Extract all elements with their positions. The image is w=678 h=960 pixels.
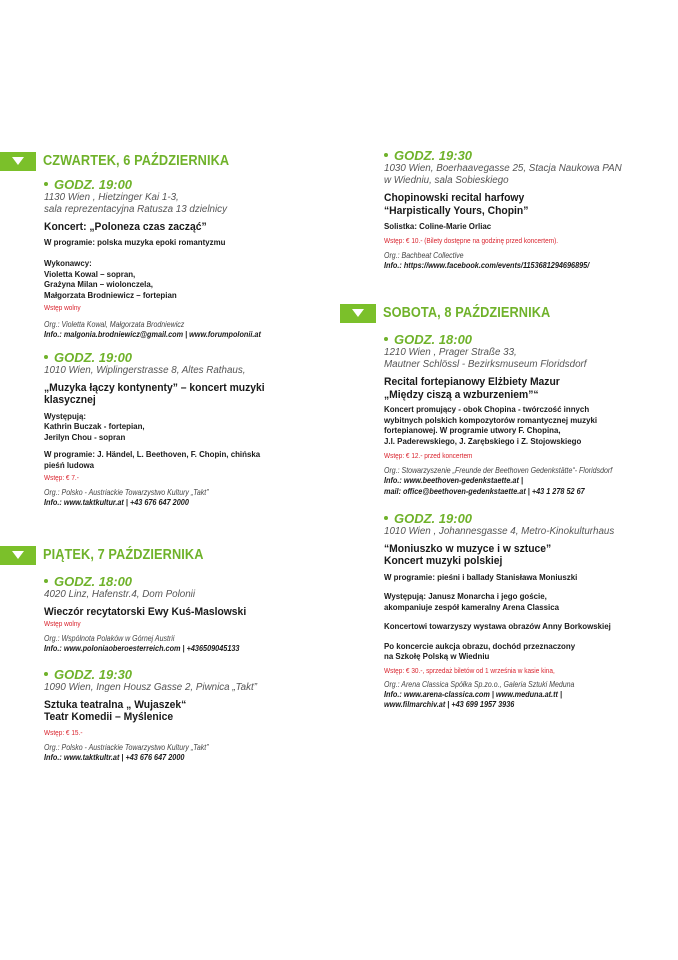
event-info[interactable]: Info.: www.arena-classica.com | www.meduna.at.tt | (384, 689, 563, 699)
event-time: GODZ. 18:00 (384, 333, 678, 347)
event-organizer: Org.: Wspólnota Polaków w Górnej Austrii (44, 634, 175, 643)
bullet-icon (44, 672, 48, 676)
day-header-saturday (340, 303, 573, 323)
bullet-icon (44, 579, 48, 583)
event-auction: Po koncercie aukcja obrazu, dochód przeznaczony (384, 640, 576, 651)
event-title: klasycznej (44, 394, 96, 406)
event-auction: na Szkołę Polską w Wiedniu (384, 651, 490, 661)
event-info[interactable]: Info.: www.poloniaoberoesterreich.com | +436509045133 (44, 644, 240, 653)
bullet-icon (384, 153, 388, 157)
event-info[interactable]: Info.: www.taktkultur.at | +43 676 647 2000 (44, 498, 189, 507)
event-location: 1030 Wien, Boerhaavegasse 25, Stacja Naukowa PAN (384, 163, 622, 174)
performers-label: Występują: (44, 410, 87, 421)
event-title: Wieczór recytatorski Ewy Kuś-Maslowski (44, 605, 247, 618)
event-description: wybitnych polskich kompozytorów romantycznej muzyki (384, 414, 598, 425)
performer: Violetta Kowal – sopran, (44, 268, 136, 279)
event-organizer: Org.: Polsko - Austriackie Towarzystwo Kultury „Takt” (44, 742, 209, 752)
event-poloneza (44, 178, 334, 341)
event-price: Wstęp: € 15.- (44, 727, 83, 737)
day-title: PIĄTEK, 7 PAŹDZIERNIKA (43, 547, 204, 563)
performer: Kathrin Buczak - fortepian, (44, 421, 145, 431)
event-program: W programie: pieśni i ballady Stanisława Moniuszki (384, 571, 578, 582)
day-header-thursday (0, 151, 255, 171)
event-info[interactable]: Info.: www.beethoven-gedenkstaette.at | (384, 476, 523, 485)
triangle-marker-icon (0, 152, 36, 171)
event-price: Wstęp wolny (44, 303, 81, 312)
event-program: W programie: J. Händel, L. Beethoven, F. Chopin, chińska (44, 449, 261, 459)
event-harp-recital (384, 149, 678, 271)
event-piano-recital (384, 333, 678, 497)
performer: Jerilyn Chou - sopran (44, 431, 126, 442)
triangle-marker-icon (340, 304, 376, 323)
day-title: SOBOTA, 8 PAŹDZIERNIKA (383, 305, 551, 321)
event-price: Wstęp: € 30.-, sprzedaż biletów od 1 września w kasie kina, (384, 665, 555, 675)
performer: Małgorzata Brodniewicz – fortepian (44, 289, 177, 300)
event-price: Wstęp: € 12.- przed koncertem (384, 451, 473, 460)
performer: Grażyna Milan – wiolonczela, (44, 279, 153, 289)
event-description: J.I. Paderewskiego, J. Zarębskiego i Z. Stojowskiego (384, 435, 582, 446)
day-title: CZWARTEK, 6 PAŹDZIERNIKA (43, 153, 230, 169)
event-location: w Wiedniu, sala Sobieskiego (384, 174, 509, 186)
event-title: Recital fortepianowy Elżbiety Mazur (384, 376, 560, 388)
event-price: Wstęp: € 10.- (Bilety dostępne na godzinę przed koncertem). (384, 235, 559, 245)
event-moniuszko (384, 512, 678, 711)
event-time: GODZ. 19:00 (44, 351, 334, 365)
event-time: GODZ. 18:00 (44, 575, 334, 589)
event-title: Chopinowski recital harfowy (384, 192, 525, 204)
event-description: Koncert promujący - obok Chopina - twórczość innych (384, 404, 590, 414)
event-title: Teatr Komedii – Myślenice (44, 711, 174, 723)
event-info[interactable]: mail: office@beethoven-gedenkstaette.at | +43 1 278 52 67 (384, 486, 585, 496)
event-location: 1090 Wien, Ingen Housz Gasse 2, Piwnica „Takt” (44, 682, 258, 693)
event-time: GODZ. 19:00 (384, 512, 678, 526)
event-title: “Moniuszko w muzyce i w sztuce” (384, 542, 552, 555)
event-wieczor-recytatorski (44, 575, 334, 655)
event-time: GODZ. 19:30 (384, 149, 678, 163)
event-info[interactable]: Info.: www.taktkultr.at | +43 676 647 2000 (44, 752, 185, 762)
event-time: GODZ. 19:00 (44, 178, 334, 192)
event-organizer: Org.: Arena Classica Spółka Sp.zo.o., Galeria Sztuki Meduna (384, 679, 575, 689)
event-organizer: Org.: Bachbeat Collective (384, 250, 464, 260)
event-title: Koncert muzyki polskiej (384, 555, 503, 567)
triangle-marker-icon (0, 546, 36, 565)
event-location: 1130 Wien , Hietzinger Kai 1-3, (44, 192, 179, 203)
event-organizer: Org.: Polsko - Austriackie Towarzystwo Kultury „Takt” (44, 488, 209, 497)
event-title: „Między ciszą a wzburzeniem”“ (384, 388, 539, 401)
day-header-friday (0, 545, 225, 565)
event-organizer: Org.: Violetta Kowal, Małgorzata Brodniewicz (44, 320, 185, 329)
event-price: Wstęp: € 7.- (44, 473, 79, 482)
performers-label: Wykonawcy: (44, 258, 92, 268)
event-organizer: Org.: Stowarzyszenie „Freunde der Beethoven Gedenkstätte“- Floridsdorf (384, 466, 613, 475)
event-time: GODZ. 19:30 (44, 668, 334, 682)
event-description: fortepianowej. W programie utwory F. Chopina, (384, 425, 561, 435)
event-price: Wstęp wolny (44, 619, 81, 628)
event-soloist: Solistka: Coline-Marie Orliac (384, 221, 492, 231)
event-location: 4020 Linz, Hafenstr.4, Dom Polonii (44, 589, 196, 600)
event-wujaszek (44, 668, 334, 763)
event-exhibition: Koncertowi towarzyszy wystawa obrazów Anny Borkowskiej (384, 621, 611, 631)
event-program: pieśń ludowa (44, 459, 95, 470)
bullet-icon (384, 516, 388, 520)
event-muzyka-laczy (44, 351, 334, 509)
bullet-icon (44, 355, 48, 359)
event-location: Mautner Schlössl - Bezirksmuseum Floridsdorf (384, 358, 587, 370)
event-info[interactable]: Info.: malgonia.brodniewicz@gmail.com | www.forumpolonii.at (44, 330, 261, 339)
event-location: 1010 Wien, Wiplingerstrasse 8, Altes Rathaus, (44, 365, 246, 376)
event-location: 1210 Wien , Prager Straße 33, (384, 347, 517, 358)
event-location: sala reprezentacyjna Ratusza 13 dzielnicy (44, 203, 227, 215)
event-location: 1010 Wien , Johannesgasse 4, Metro-Kinokulturhaus (384, 526, 615, 537)
bullet-icon (384, 337, 388, 341)
event-program: W programie: polska muzyka epoki romantyzmu (44, 236, 226, 247)
event-info[interactable]: Info.: https://www.facebook.com/events/1153681294696895/ (384, 260, 590, 270)
event-title: “Harpistically Yours, Chopin” (384, 204, 529, 217)
bullet-icon (44, 182, 48, 186)
event-info[interactable]: www.filmarchiv.at | +43 699 1957 3936 (384, 700, 515, 709)
event-performers: akompaniuje zespół kameralny Arena Classica (384, 601, 560, 612)
event-title: „Muzyka łączy kontynenty” – koncert muzyki (44, 381, 265, 394)
event-title: Sztuka teatralna „ Wujaszek“ (44, 698, 187, 711)
event-performers: Występują: Janusz Monarcha i jego goście, (384, 591, 547, 601)
event-title: Koncert: „Poloneza czas zacząć” (44, 221, 207, 233)
